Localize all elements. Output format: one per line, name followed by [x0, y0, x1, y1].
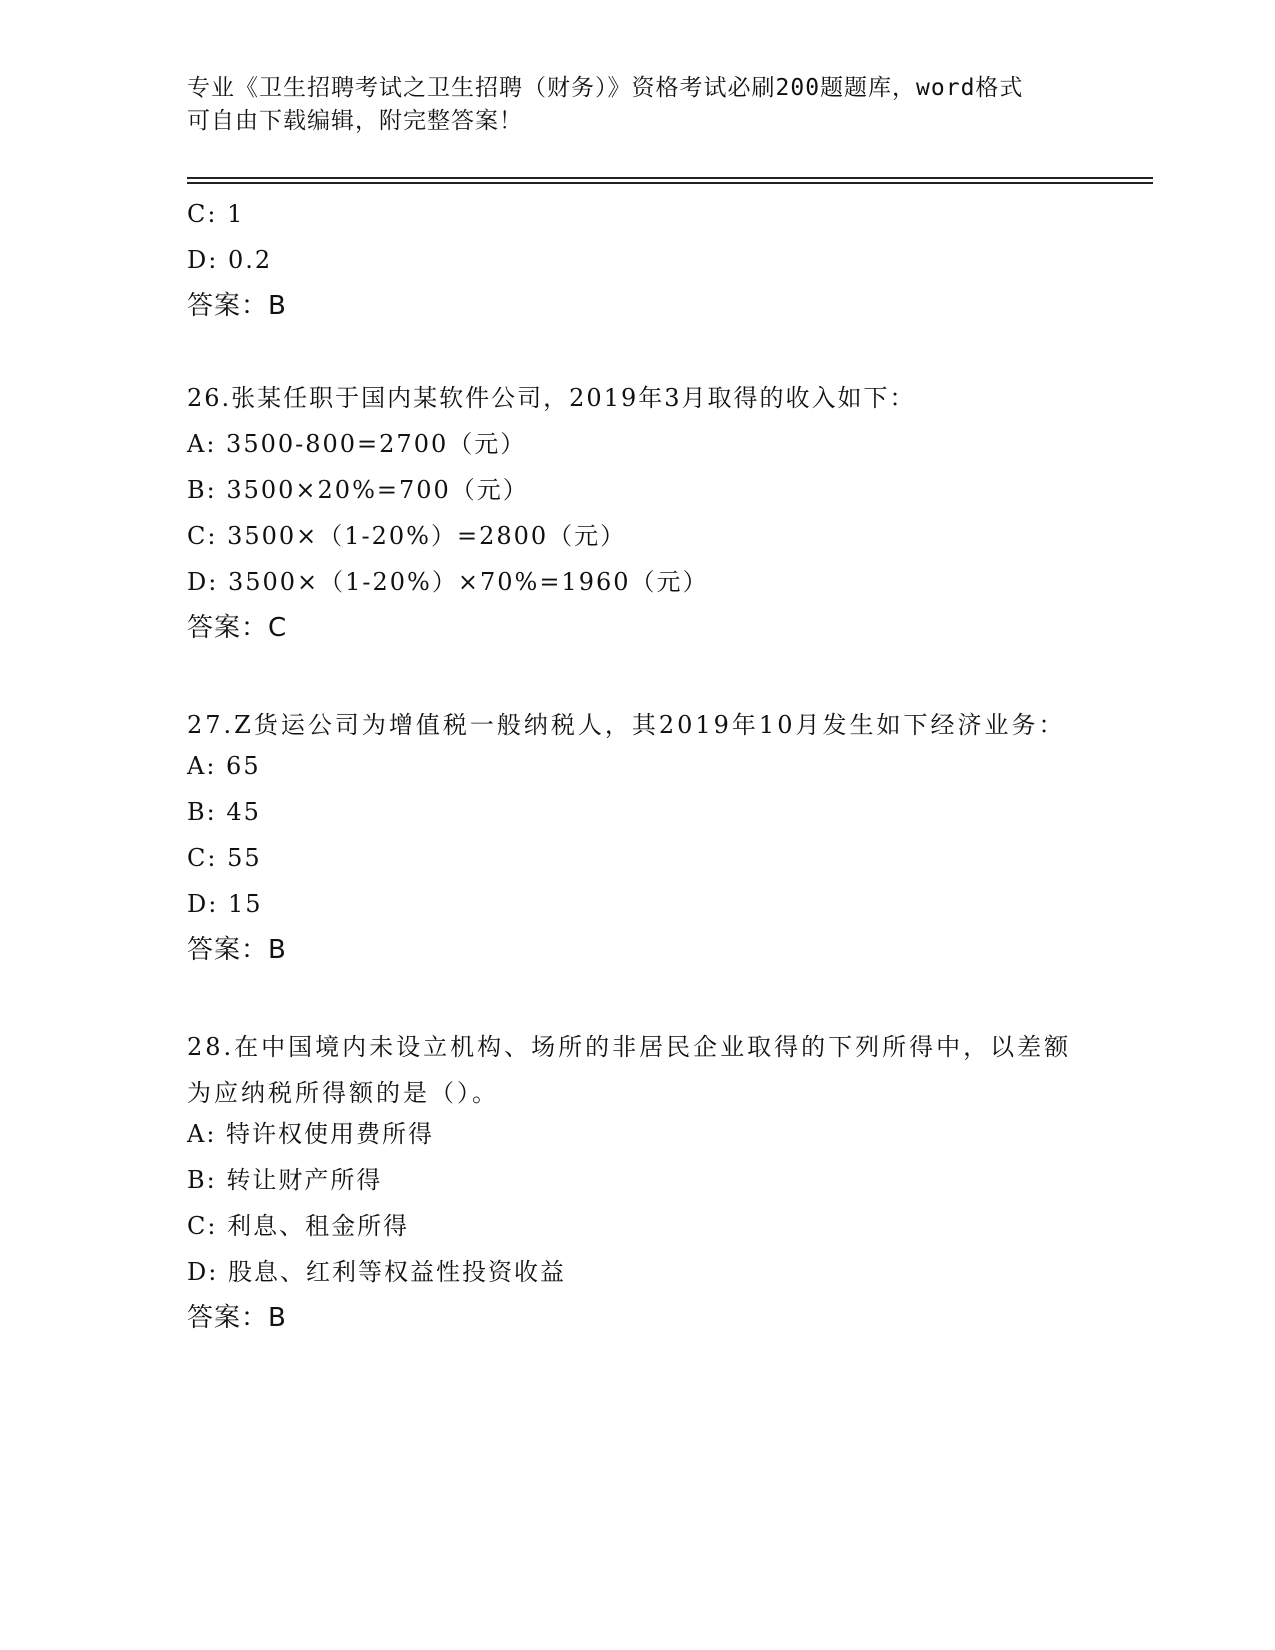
question-text: 27.Z货运公司为增值税一般纳税人，其2019年10月发生如下经济业务： — [187, 711, 1066, 739]
answer-label: 答案：C — [187, 613, 288, 643]
header-divider-bottom — [187, 182, 1153, 184]
answer-label: 答案：B — [187, 1303, 287, 1333]
option-d: D: 0.2 — [187, 246, 273, 274]
document-header — [187, 72, 1077, 138]
question-28 — [187, 1024, 1147, 1346]
option-c: C: 55 — [187, 844, 262, 872]
header-line-1: 专业《卫生招聘考试之卫生招聘（财务）》资格考试必刷200题题库，word格式 — [187, 75, 1024, 101]
option-c: C: 1 — [187, 200, 245, 228]
option-d: D: 15 — [187, 890, 263, 918]
option-b: B: 转让财产所得 — [187, 1166, 383, 1194]
header-divider-top — [187, 177, 1153, 179]
option-a: A: 特许权使用费所得 — [187, 1120, 435, 1148]
option-c: C: 利息、租金所得 — [187, 1212, 410, 1240]
question-27 — [187, 702, 1147, 978]
option-b: B: 45 — [187, 798, 261, 826]
option-c: C: 3500×（1-20%）=2800（元） — [187, 522, 627, 550]
question-26 — [187, 380, 1147, 656]
spacer — [187, 978, 1147, 1024]
answer-label: 答案：B — [187, 935, 287, 965]
question-25-tail — [187, 196, 1147, 334]
answer-label: 答案：B — [187, 291, 287, 321]
option-a: A: 3500-800=2700（元） — [187, 430, 527, 458]
option-b: B: 3500×20%=700（元） — [187, 476, 529, 504]
question-list — [187, 196, 1147, 1346]
option-d: D: 股息、红利等权益性投资收益 — [187, 1258, 566, 1286]
question-text: 28.在中国境内未设立机构、场所的非居民企业取得的下列所得中，以差额为应纳税所得额的是（）。 — [187, 1033, 1072, 1107]
spacer — [187, 656, 1147, 702]
option-a: A: 65 — [187, 752, 261, 780]
question-text: 26.张某任职于国内某软件公司，2019年3月取得的收入如下： — [187, 384, 916, 412]
option-d: D: 3500×（1-20%）×70%=1960（元） — [187, 568, 709, 596]
header-line-2: 可自由下载编辑，附完整答案！ — [187, 108, 523, 134]
spacer — [187, 334, 1147, 380]
